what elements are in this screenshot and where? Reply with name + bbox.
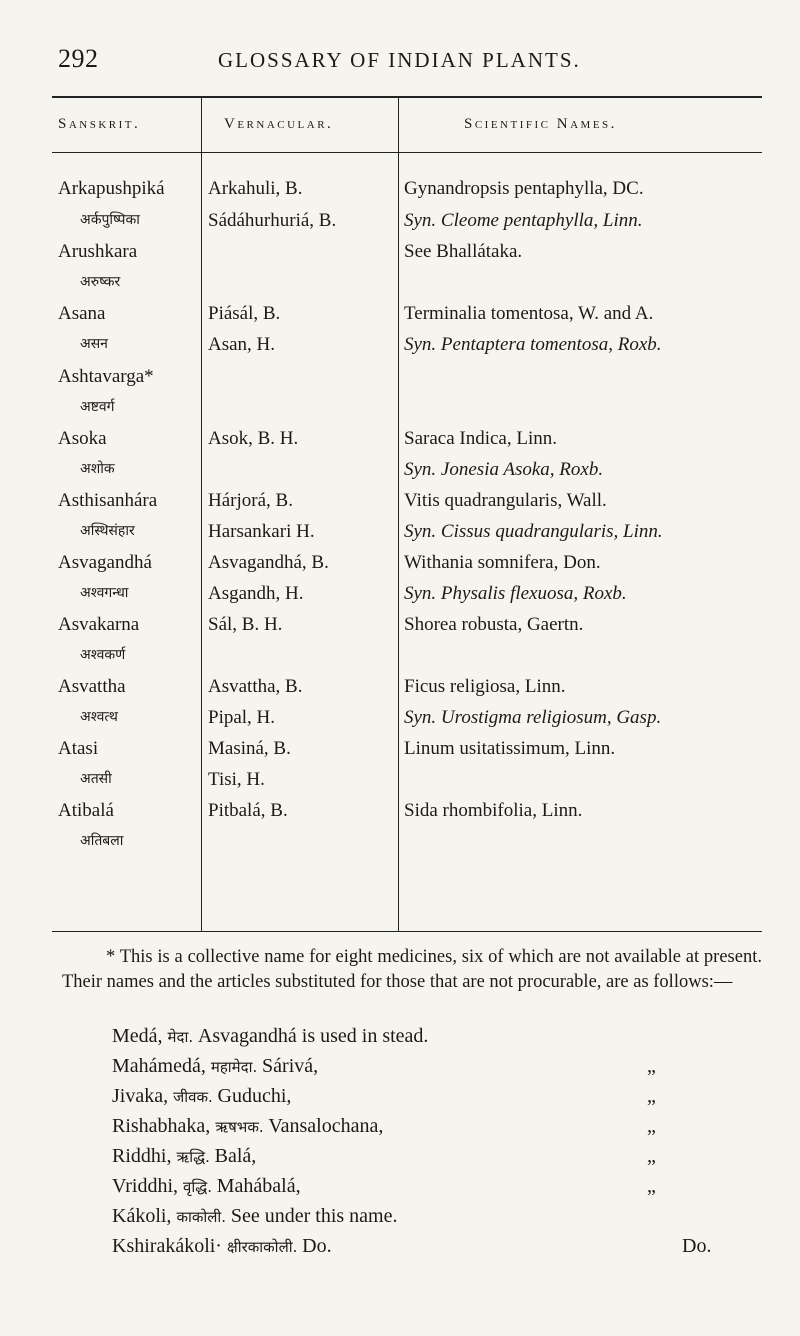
footnote-item	[112, 1175, 772, 1205]
sanskrit-term: Asana	[58, 303, 106, 324]
scientific-synonym: Syn. Physalis flexuosa, Roxb.	[404, 583, 627, 604]
medicine-devanagari: महामेदा.	[210, 1058, 263, 1076]
ditto-mark: „	[647, 1115, 656, 1137]
sanskrit-devanagari: अर्कपुष्पिका	[80, 212, 140, 228]
ditto-mark: „	[647, 1175, 656, 1197]
vernacular-name: Pitbalá, B.	[208, 800, 288, 821]
sanskrit-term: Ashtavarga*	[58, 366, 154, 387]
scientific-synonym: Syn. Jonesia Asoka, Roxb.	[404, 459, 604, 480]
scientific-name: Terminalia tomentosa, W. and A.	[404, 303, 654, 324]
scientific-synonym: Syn. Pentaptera tomentosa, Roxb.	[404, 334, 662, 355]
vernacular-name: Sál, B. H.	[208, 614, 283, 635]
medicine-name: Riddhi,	[112, 1145, 177, 1167]
scientific-synonym: Syn. Cissus quadrangularis, Linn.	[404, 521, 663, 542]
medicine-devanagari: ऋद्धि.	[176, 1148, 215, 1166]
sanskrit-devanagari: अश्वगन्धा	[80, 585, 129, 601]
sanskrit-term: Asvakarna	[58, 614, 140, 635]
footnote-item	[112, 1145, 772, 1175]
vernacular-name: Sádáhurhuriá, B.	[208, 210, 337, 231]
column-header-sanskrit: Sanskrit.	[58, 116, 141, 132]
sanskrit-term: Atibalá	[58, 800, 114, 821]
medicine-devanagari: मेदा.	[167, 1028, 198, 1046]
medicine-name: Kákoli,	[112, 1205, 177, 1227]
medicine-devanagari: क्षीरकाकोली.	[226, 1238, 303, 1256]
sanskrit-devanagari: अष्टवर्ग	[80, 399, 115, 415]
sanskrit-term: Atasi	[58, 738, 99, 759]
vernacular-name: Harsankari H.	[208, 521, 315, 542]
sanskrit-devanagari: असन	[80, 336, 108, 352]
medicine-devanagari: जीवक.	[173, 1088, 218, 1106]
sanskrit-term: Asvattha	[58, 676, 126, 697]
column-header-scientific: Scientific Names.	[464, 116, 617, 132]
header-bottom-rule	[52, 152, 762, 153]
sanskrit-term: Arkapushpiká	[58, 178, 165, 199]
ditto-mark: „	[647, 1145, 656, 1167]
footnote-item	[112, 1205, 772, 1235]
vernacular-name: Pipal, H.	[208, 707, 276, 728]
scientific-name: See Bhallátaka.	[404, 241, 523, 262]
vernacular-name: Asvagandhá, B.	[208, 552, 329, 573]
substitute-name: Sárivá,	[262, 1055, 319, 1077]
scientific-name: Shorea robusta, Gaertn.	[404, 614, 584, 635]
substitute-name: Do.	[302, 1235, 332, 1257]
vernacular-name: Piásál, B.	[208, 303, 281, 324]
medicine-name: Jivaka,	[112, 1085, 174, 1107]
vernacular-name: Arkahuli, B.	[208, 178, 303, 199]
vernacular-name: Asgandh, H.	[208, 583, 304, 604]
sanskrit-devanagari: अतिबला	[80, 833, 124, 849]
sanskrit-term: Asvagandhá	[58, 552, 152, 573]
sanskrit-devanagari: अस्थिसंहार	[80, 523, 135, 539]
scientific-synonym: Syn. Cleome pentaphylla, Linn.	[404, 210, 643, 231]
substitute-name: Guduchi,	[217, 1085, 292, 1107]
medicine-devanagari: वृद्धि.	[183, 1178, 217, 1196]
ditto-mark: „	[647, 1055, 656, 1077]
medicine-name: Kshirakákoli·	[112, 1235, 227, 1257]
scientific-name: Sida rhombifolia, Linn.	[404, 800, 583, 821]
vernacular-name: Tisi, H.	[208, 769, 265, 790]
vernacular-name: Asvattha, B.	[208, 676, 303, 697]
scientific-name: Ficus religiosa, Linn.	[404, 676, 566, 697]
column-divider-2	[398, 96, 399, 932]
glossary-table	[52, 96, 762, 932]
medicine-devanagari: काकोली.	[176, 1208, 231, 1226]
footnote-item	[112, 1085, 772, 1115]
vernacular-name: Masiná, B.	[208, 738, 291, 759]
vernacular-name: Asok, B. H.	[208, 428, 299, 449]
column-header-vernacular: Vernacular.	[224, 116, 334, 132]
scientific-name: Withania somnifera, Don.	[404, 552, 601, 573]
table-bottom-rule	[52, 931, 762, 932]
column-divider-1	[201, 96, 202, 932]
running-title: GLOSSARY OF INDIAN PLANTS.	[218, 48, 581, 72]
vernacular-name: Asan, H.	[208, 334, 276, 355]
footnote-item	[112, 1025, 772, 1055]
scientific-synonym: Syn. Urostigma religiosum, Gasp.	[404, 707, 662, 728]
scientific-name: Linum usitatissimum, Linn.	[404, 738, 616, 759]
scientific-name: Vitis quadrangularis, Wall.	[404, 490, 607, 511]
medicine-name: Rishabhaka,	[112, 1115, 216, 1137]
sanskrit-term: Arushkara	[58, 241, 138, 262]
substitute-name: Asvagandhá is used in stead.	[197, 1025, 429, 1047]
footnote-text: * This is a collective name for eight medicines, six of which are not available at present. Their names and the articles substituted for those that are not procurable, are as follows:—	[62, 947, 762, 992]
sanskrit-devanagari: अश्वकर्ण	[80, 647, 126, 663]
footnote-list	[112, 1025, 772, 1265]
ditto-mark: „	[647, 1085, 656, 1107]
substitute-name: Balá,	[214, 1145, 257, 1167]
vernacular-name: Hárjorá, B.	[208, 490, 293, 511]
substitute-name: See under this name.	[230, 1205, 398, 1227]
medicine-name: Vriddhi,	[112, 1175, 184, 1197]
substitute-name: Vansalochana,	[268, 1115, 384, 1137]
medicine-devanagari: ऋषभक.	[215, 1118, 269, 1136]
footnote-item	[112, 1115, 772, 1145]
scientific-name: Saraca Indica, Linn.	[404, 428, 557, 449]
footnote-item	[112, 1235, 772, 1265]
sanskrit-term: Asoka	[58, 428, 107, 449]
page-number: 292	[58, 44, 99, 73]
substitute-name: Mahábalá,	[216, 1175, 301, 1197]
footnote	[62, 945, 762, 995]
sanskrit-devanagari: अश्वत्थ	[80, 709, 118, 725]
sanskrit-term: Asthisanhára	[58, 490, 158, 511]
scientific-name: Gynandropsis pentaphylla, DC.	[404, 178, 644, 199]
ditto-mark: Do.	[682, 1235, 712, 1257]
table-top-rule	[52, 96, 762, 98]
medicine-name: Mahámedá,	[112, 1055, 211, 1077]
footnote-item	[112, 1055, 772, 1085]
page-header	[58, 44, 760, 84]
sanskrit-devanagari: अशोक	[80, 461, 115, 477]
medicine-name: Medá,	[112, 1025, 168, 1047]
sanskrit-devanagari: अतसी	[80, 771, 112, 787]
sanskrit-devanagari: अरुष्कर	[80, 274, 121, 290]
